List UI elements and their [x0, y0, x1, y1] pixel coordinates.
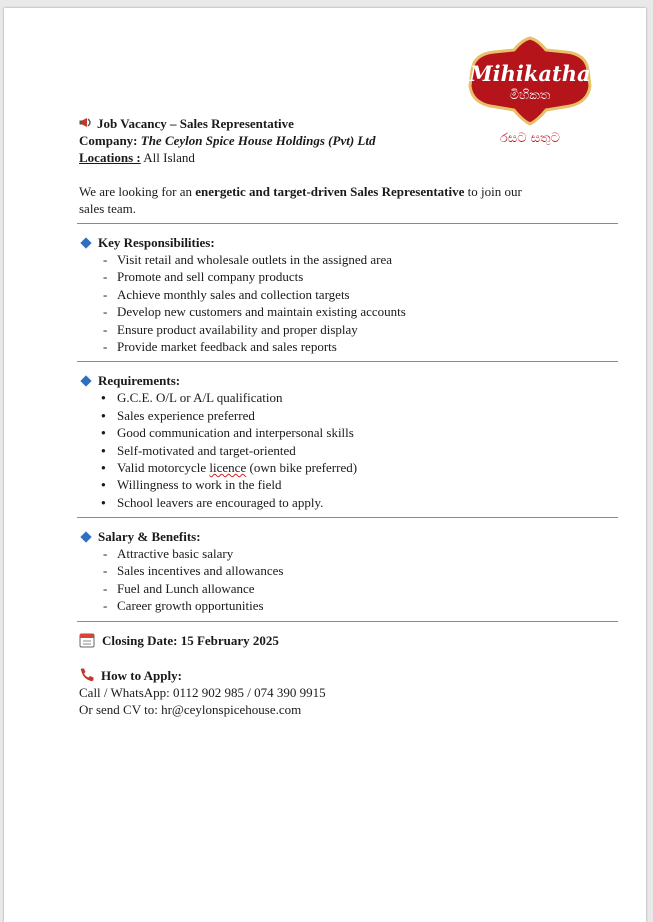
list-item: - Achieve monthly sales and collection targets	[79, 286, 616, 303]
divider	[77, 621, 618, 622]
logo-brand-text: Mihikatha	[469, 61, 591, 86]
responsibilities-list	[79, 251, 616, 355]
list-item-licence	[79, 459, 616, 476]
locations-value: All Island	[143, 150, 195, 165]
licence-after: (own bike preferred)	[246, 459, 358, 475]
list-item: ● G.C.E. O/L or A/L qualification	[79, 389, 616, 406]
list-item: - Develop new customers and maintain existing accounts	[79, 303, 616, 320]
benefits-heading	[79, 528, 616, 545]
job-title-text: Job Vacancy – Sales Representative	[97, 116, 294, 131]
how-to-apply-text: How to Apply:	[101, 667, 182, 683]
benefits-list	[79, 545, 616, 615]
closing-date	[79, 632, 616, 649]
requirements-list	[79, 389, 616, 511]
list-item: - Visit retail and wholesale outlets in the assigned area	[79, 251, 616, 268]
intro-paragraph	[79, 183, 616, 217]
calendar-icon	[79, 632, 95, 648]
logo-tagline: රසට සතුට	[500, 131, 560, 146]
logo-sinhala-text: මිහිකත	[509, 88, 551, 103]
intro-line-2: sales team.	[79, 201, 137, 216]
licence-before: Valid motorcycle	[117, 459, 210, 475]
requirements-heading-text: Requirements:	[98, 373, 181, 389]
list-item: - Fuel and Lunch allowance	[79, 580, 616, 597]
list-item: - Provide market feedback and sales reports	[79, 338, 616, 355]
closing-date-text: Closing Date: 15 February 2025	[102, 632, 279, 648]
locations-line	[79, 149, 616, 166]
document-page	[4, 8, 646, 922]
locations-label: Locations :	[79, 150, 141, 165]
company-value: The Ceylon Spice House Holdings (Pvt) Ltd	[140, 133, 376, 148]
responsibilities-heading	[79, 234, 616, 251]
intro-suffix: to join our	[464, 184, 522, 199]
list-item: - Attractive basic salary	[79, 545, 616, 562]
divider	[77, 223, 618, 224]
divider	[77, 517, 618, 518]
intro-prefix: We are looking for an	[79, 184, 196, 199]
intro-bold: energetic and target-driven Sales Representative	[195, 184, 465, 199]
list-item: ● Willingness to work in the field	[79, 476, 616, 493]
company-label: Company:	[79, 133, 138, 148]
diamond-bullet-icon	[80, 375, 91, 386]
contact-phone: Call / WhatsApp: 0112 902 985 / 074 390 9915	[79, 684, 326, 700]
company-line	[79, 132, 616, 149]
list-item: ● Sales experience preferred	[79, 407, 616, 424]
diamond-bullet-icon	[80, 237, 91, 248]
list-item: - Ensure product availability and proper display	[79, 321, 616, 338]
contact-email[interactable]: Or send CV to: hr@ceylonspicehouse.com	[79, 701, 302, 717]
list-item: - Promote and sell company products	[79, 268, 616, 285]
list-item: - Career growth opportunities	[79, 597, 616, 614]
list-item: ● School leavers are encouraged to apply.	[79, 494, 616, 511]
list-item: ● Self-motivated and target-oriented	[79, 442, 616, 459]
requirements-heading	[79, 372, 616, 389]
spellcheck-flagged-word[interactable]: licence	[209, 459, 247, 475]
responsibilities-heading-text: Key Responsibilities:	[98, 235, 215, 250]
list-item: - Sales incentives and allowances	[79, 562, 616, 579]
divider	[77, 361, 618, 362]
list-item: ● Good communication and interpersonal skills	[79, 424, 616, 441]
how-to-apply-heading	[79, 667, 616, 684]
document-body	[79, 115, 616, 718]
benefits-heading-text: Salary & Benefits:	[98, 529, 201, 545]
phone-icon	[79, 668, 95, 682]
job-title	[79, 115, 616, 132]
diamond-bullet-icon	[80, 531, 91, 542]
megaphone-icon	[79, 116, 95, 129]
